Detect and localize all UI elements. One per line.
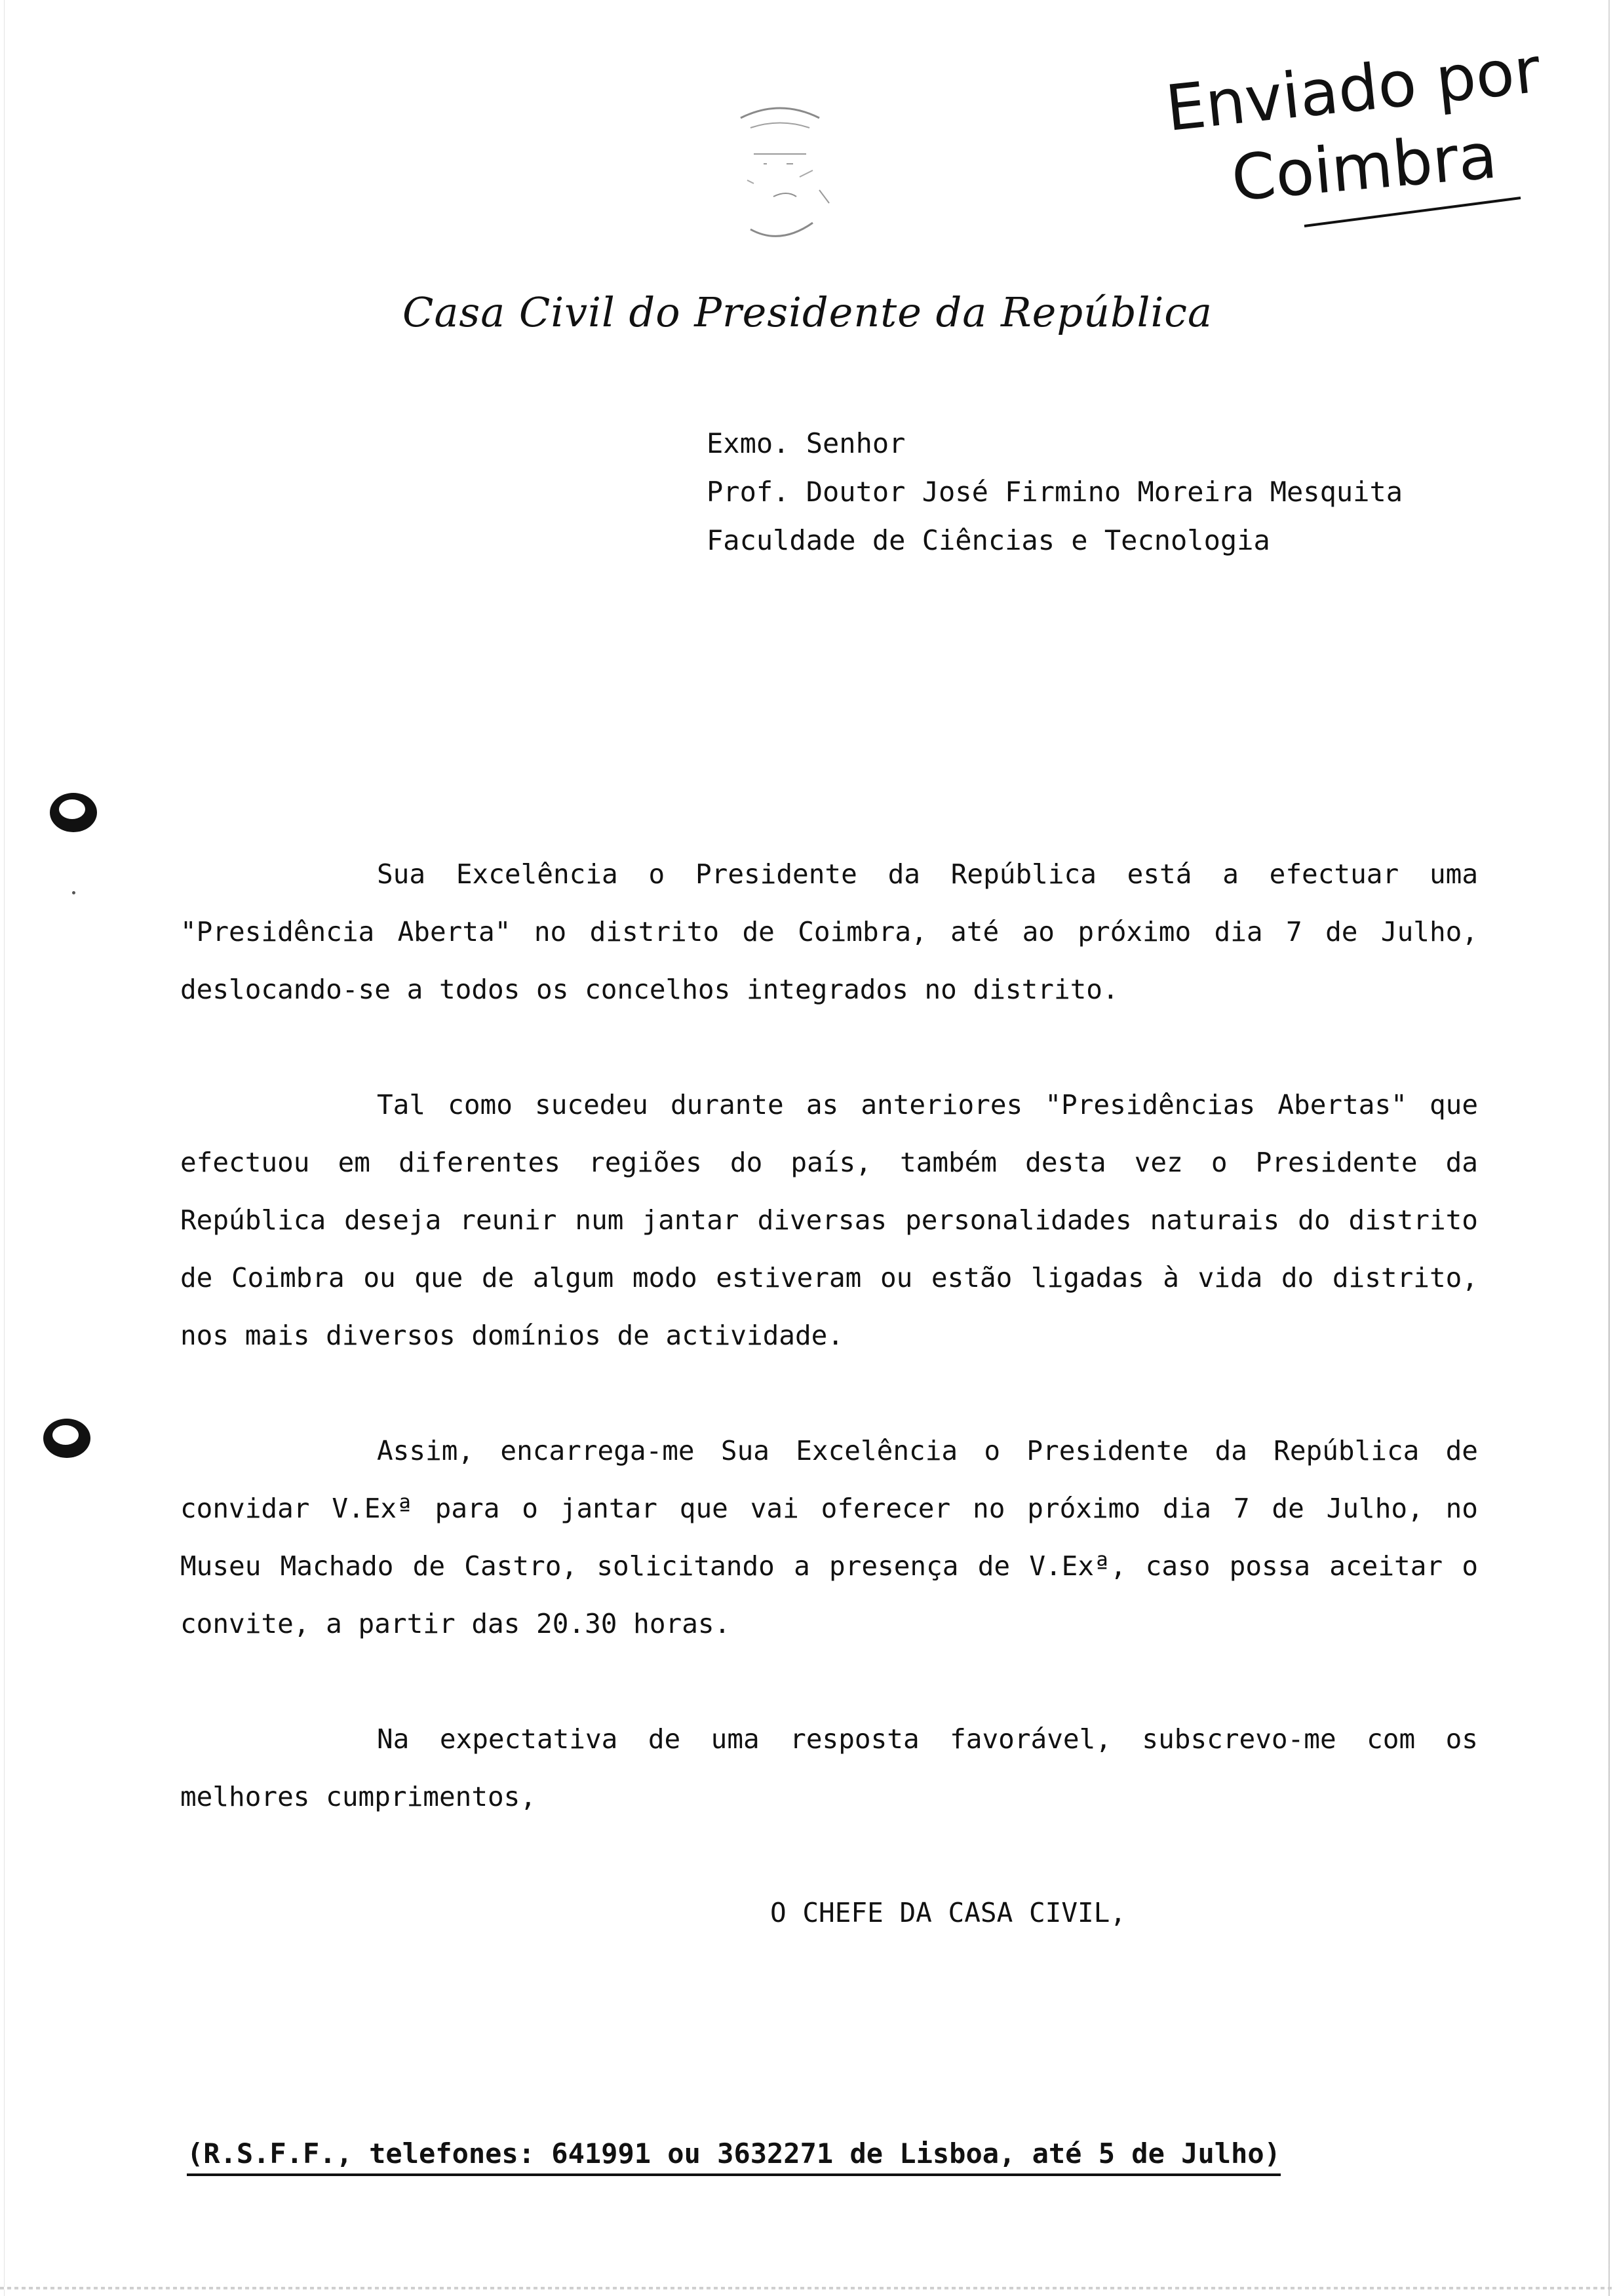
scan-edge-bottom	[0, 2287, 1615, 2289]
body-paragraph-1: Sua Excelência o Presidente da República está a efectuar uma "Presidência Aberta" no distrito de Coimbra, até ao próximo dia 7 de Julho, deslocando-se a todos os concelhos integrados no distrito.	[180, 858, 1478, 1005]
addressee-block	[707, 419, 1403, 565]
handwritten-note	[1154, 26, 1547, 236]
body-paragraph-2: Tal como sucedeu durante as anteriores "Presidências Abertas" que efectuou em diferentes regiões do país, também desta vez o Presidente da República deseja reunir num jantar diversas personalidades naturais do distrito de Coimbra ou que de algum modo estiveram ou estão ligadas à vida do distrito, nos mais diversos domínios de actividade.	[180, 1089, 1478, 1351]
addressee-salutation: Exmo. Senhor	[707, 427, 906, 459]
binder-hole-bottom	[43, 1419, 90, 1458]
letterhead-title: Casa Civil do Presidente da República	[402, 288, 1213, 336]
scan-speck	[72, 891, 75, 894]
scan-edge-right	[1608, 0, 1610, 2296]
body-paragraph-4: Na expectativa de uma resposta favorável, subscrevo-me com os melhores cumprimentos,	[180, 1723, 1478, 1812]
letter-body	[180, 845, 1478, 1883]
signature-title: O CHEFE DA CASA CIVIL,	[770, 1897, 1127, 1928]
coat-of-arms-emblem	[714, 98, 846, 249]
addressee-name: Prof. Doutor José Firmino Moreira Mesquita	[707, 476, 1403, 508]
handwritten-note-line1: Enviado por	[1162, 33, 1544, 146]
handwritten-note-line2: Coimbra	[1228, 119, 1500, 216]
binder-hole-top	[50, 793, 97, 832]
footer-rsvp-note: (R.S.F.F., telefones: 641991 ou 3632271 de Lisboa, até 5 de Julho)	[187, 2137, 1281, 2176]
addressee-institution: Faculdade de Ciências e Tecnologia	[707, 524, 1270, 556]
scan-edge-left	[4, 0, 5, 2296]
body-paragraph-3: Assim, encarrega-me Sua Excelência o Presidente da República de convidar V.Exª para o jantar que vai oferecer no próximo dia 7 de Julho, no Museu Machado de Castro, solicitando a presença de V.Exª, caso possa aceitar o convite, a partir das 20.30 horas.	[180, 1435, 1478, 1639]
